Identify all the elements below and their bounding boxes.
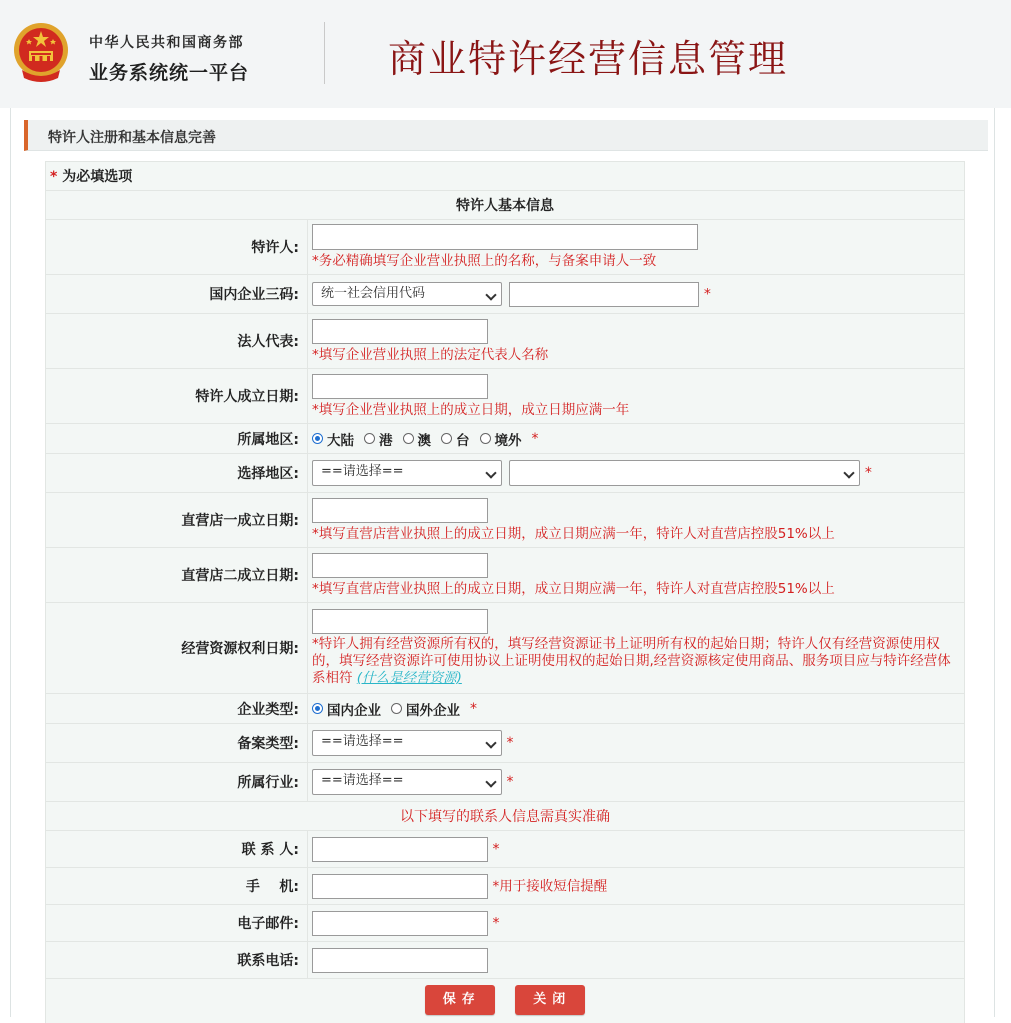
radio-domestic-label: 国内企业 xyxy=(327,702,381,719)
store2-date-input[interactable] xyxy=(312,553,488,578)
legal-rep-label: 法人代表: xyxy=(46,314,308,369)
store1-date-note: *填写直营店营业执照上的成立日期，成立日期应满一年，特许人对直营店控股51%以上 xyxy=(312,525,835,542)
franchisor-note: *务必精确填写企业营业执照上的名称，与备案申请人一致 xyxy=(312,253,657,269)
province-select[interactable] xyxy=(312,460,502,486)
code-type-value: 统一社会信用代码 xyxy=(321,286,426,301)
region-label: 选择地区: xyxy=(46,454,308,493)
company-type-radios xyxy=(312,699,477,719)
company-type-label: 企业类型: xyxy=(46,694,308,724)
close-button[interactable]: 关闭 xyxy=(515,985,585,1015)
required-mark: * xyxy=(864,465,872,481)
page-header xyxy=(0,0,1011,108)
store1-date-label: 直营店一成立日期: xyxy=(46,493,308,548)
required-mark: * xyxy=(703,286,711,302)
phone-label: 联系电话: xyxy=(46,942,308,979)
resource-date-input[interactable] xyxy=(312,609,488,634)
email-input[interactable] xyxy=(312,911,488,936)
radio-mainland-label: 大陆 xyxy=(327,432,354,449)
radio-hongkong[interactable] xyxy=(364,433,375,444)
est-date-input[interactable] xyxy=(312,374,488,399)
chevron-down-icon xyxy=(485,467,496,478)
resource-date-note: *特许人拥有经营资源所有权的，填写经营资源证书上证明所有权的起始日期；特许人仅有经营资源使用权的，填写经营资源许可使用协议上证明使用权的起始日期,经营资源核定使用商品、服务项目应与特许经营体系相符 (什么是经营资源) xyxy=(312,636,951,686)
contact-label: 联 系 人: xyxy=(46,831,308,868)
contact-input[interactable] xyxy=(312,837,488,862)
radio-overseas-label: 境外 xyxy=(494,432,522,449)
franchisor-input[interactable] xyxy=(312,224,698,250)
platform-name: 业务系统统一平台 xyxy=(89,62,250,84)
phone-input[interactable] xyxy=(312,948,488,973)
code-label: 国内企业三码: xyxy=(46,275,308,314)
required-mark: * xyxy=(506,774,514,790)
form-panel xyxy=(10,108,995,1017)
save-button[interactable]: 保存 xyxy=(425,985,495,1015)
radio-taiwan[interactable] xyxy=(441,433,452,444)
required-mark: * xyxy=(492,915,500,931)
registration-form xyxy=(45,161,965,1023)
region-type-label: 所属地区: xyxy=(46,424,308,454)
required-mark: * xyxy=(492,841,500,857)
radio-hongkong-label: 港 xyxy=(379,432,393,449)
mobile-input[interactable] xyxy=(312,874,488,899)
chevron-down-icon xyxy=(844,467,855,478)
radio-overseas[interactable] xyxy=(480,433,491,444)
panel-heading-text: 特许人注册和基本信息完善 xyxy=(48,130,216,146)
page-title: 商业特许经营信息管理 xyxy=(388,37,789,81)
industry-select[interactable] xyxy=(312,769,502,795)
required-mark: * xyxy=(470,700,477,717)
national-emblem-icon xyxy=(12,22,70,84)
radio-foreign[interactable] xyxy=(391,703,402,714)
section-contact-info: 以下填写的联系人信息需真实准确 xyxy=(46,802,965,831)
store2-date-label: 直营店二成立日期: xyxy=(46,548,308,603)
email-label: 电子邮件: xyxy=(46,905,308,942)
est-date-label: 特许人成立日期: xyxy=(46,369,308,424)
legal-rep-input[interactable] xyxy=(312,319,488,344)
radio-domestic[interactable] xyxy=(312,703,323,714)
franchisor-label: 特许人: xyxy=(46,220,308,275)
city-select[interactable] xyxy=(509,460,860,486)
radio-taiwan-label: 台 xyxy=(456,432,470,449)
filing-type-value: ==请选择== xyxy=(321,734,404,749)
chevron-down-icon xyxy=(485,776,496,787)
industry-value: ==请选择== xyxy=(321,773,404,788)
required-mark: * xyxy=(506,735,514,751)
chevron-down-icon xyxy=(485,737,496,748)
radio-foreign-label: 国外企业 xyxy=(406,702,460,719)
est-date-note: *填写企业营业执照上的成立日期，成立日期应满一年 xyxy=(312,401,630,418)
mobile-label: 手 机: xyxy=(46,868,308,905)
code-input[interactable] xyxy=(509,282,699,307)
required-mark: * xyxy=(531,430,539,447)
radio-mainland[interactable] xyxy=(312,433,323,444)
what-is-resource-link[interactable]: (什么是经营资源) xyxy=(356,670,462,686)
header-divider xyxy=(324,22,325,84)
resource-date-label: 经营资源权利日期: xyxy=(46,603,308,694)
mobile-note: *用于接收短信提醒 xyxy=(492,878,608,894)
store2-date-note: *填写直营店营业执照上的成立日期，成立日期应满一年，特许人对直营店控股51%以上 xyxy=(312,580,835,597)
industry-label: 所属行业: xyxy=(46,763,308,802)
button-row xyxy=(46,979,965,1023)
legal-rep-note: *填写企业营业执照上的法定代表人名称 xyxy=(312,346,549,363)
radio-macau[interactable] xyxy=(403,433,414,444)
org-name: 中华人民共和国商务部 xyxy=(89,35,244,51)
required-legend: * 为必填选项 xyxy=(46,162,965,191)
province-select-value: ==请选择== xyxy=(321,464,404,479)
chevron-down-icon xyxy=(485,289,496,300)
code-type-select[interactable] xyxy=(312,282,502,306)
region-type-radios xyxy=(312,429,539,449)
store1-date-input[interactable] xyxy=(312,498,488,523)
section-basic-info: 特许人基本信息 xyxy=(46,191,965,220)
filing-type-select[interactable] xyxy=(312,730,502,756)
panel-heading xyxy=(24,120,988,151)
radio-macau-label: 澳 xyxy=(417,432,431,449)
filing-type-label: 备案类型: xyxy=(46,724,308,763)
